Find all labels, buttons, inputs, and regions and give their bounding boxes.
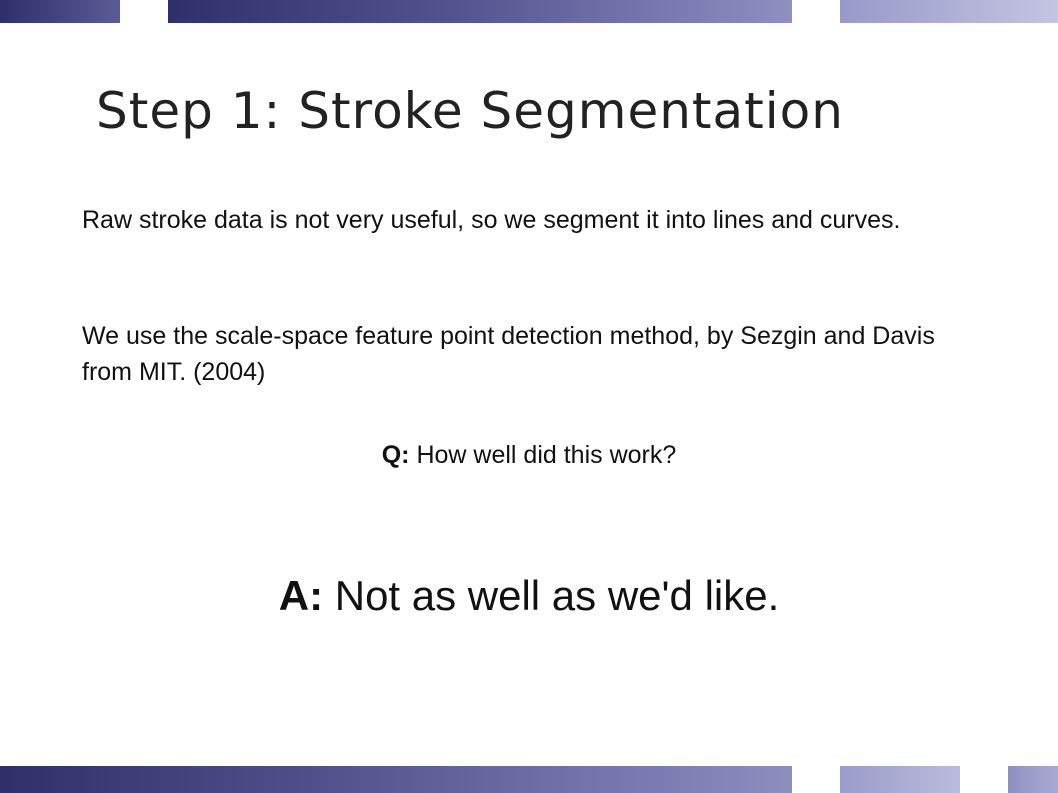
paragraph-raw-stroke: Raw stroke data is not very useful, so we segment it into lines and curves.	[82, 206, 901, 234]
answer-label: A:	[278, 572, 324, 619]
answer-text: Not as well as we'd like.	[323, 572, 780, 619]
bottom-decor-bar-right	[1008, 766, 1058, 793]
answer-line	[0, 572, 1058, 620]
bottom-decor-bar-left	[0, 766, 792, 793]
bottom-decor-bar-center	[840, 766, 960, 793]
question-label: Q:	[381, 441, 410, 469]
top-decor-bar-left	[0, 0, 120, 23]
paragraph-method: We use the scale-space feature point detection method, by Sezgin and Davis from MIT. (2004)	[82, 322, 935, 386]
slide-title: Step 1: Stroke Segmentation	[96, 82, 844, 140]
question-text: How well did this work?	[409, 441, 677, 469]
top-decor-bar-right	[840, 0, 1058, 23]
top-decor-bar-center	[168, 0, 792, 23]
question-line	[0, 441, 1058, 470]
